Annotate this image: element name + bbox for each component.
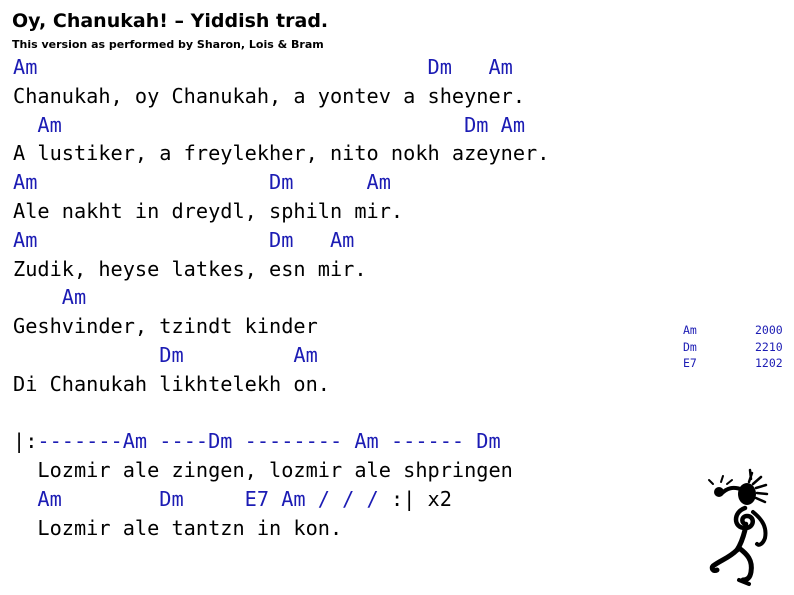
chord-line — [13, 427, 549, 456]
chord-line: Am Dm Am — [13, 170, 391, 195]
chord-line: Am Dm Am — [13, 227, 355, 252]
lyric-line: A lustiker, a freylekher, nito nokh azeyner. — [13, 141, 550, 166]
lyrics-sheet — [13, 53, 549, 543]
blank-line — [13, 399, 549, 428]
chord-chart-row — [683, 322, 793, 339]
chord-fingering: 2000 — [755, 323, 783, 337]
chord-name: Dm — [683, 339, 697, 354]
lyric-line: Di Chanukah likhtelekh on. — [13, 371, 330, 396]
lyric-line: Geshvinder, tzindt kinder — [13, 314, 318, 339]
chord-segment: Am Dm E7 Am / / / — [13, 486, 391, 511]
chord-line: Am Dm Am — [13, 55, 513, 79]
chord-chart — [683, 322, 793, 372]
chord-line: Am Dm Am — [13, 112, 526, 137]
chord-segment: -------Am ----Dm -------- Am ------ Dm — [37, 429, 501, 454]
chord-fingering: 1202 — [755, 356, 783, 371]
symbol-segment: :| x2 — [390, 486, 452, 511]
dancing-figure-icon — [703, 468, 787, 588]
song-title: Oy, Chanukah! – Yiddish trad. — [12, 10, 329, 32]
chord-line — [13, 485, 549, 514]
song-subtitle: This version as performed by Sharon, Lois & Bram — [12, 38, 324, 51]
lyric-line: Ale nakht in dreydl, sphiln mir. — [13, 198, 404, 223]
chord-chart-row — [683, 339, 793, 356]
chord-line: Dm Am — [13, 342, 318, 367]
chord-name: E7 — [683, 356, 697, 371]
chord-name: Am — [683, 323, 697, 337]
symbol-segment: |: — [13, 429, 38, 454]
chord-fingering: 2210 — [755, 339, 783, 354]
chord-chart-row — [683, 355, 793, 372]
lyric-line: Lozmir ale zingen, lozmir ale shpringen — [13, 458, 513, 483]
lyric-line: Lozmir ale tantzn in kon. — [13, 515, 343, 540]
lyric-line: Zudik, heyse latkes, esn mir. — [13, 256, 367, 281]
chord-line: Am — [13, 285, 87, 310]
lyric-line: Chanukah, oy Chanukah, a yontev a sheyner. — [13, 83, 526, 108]
